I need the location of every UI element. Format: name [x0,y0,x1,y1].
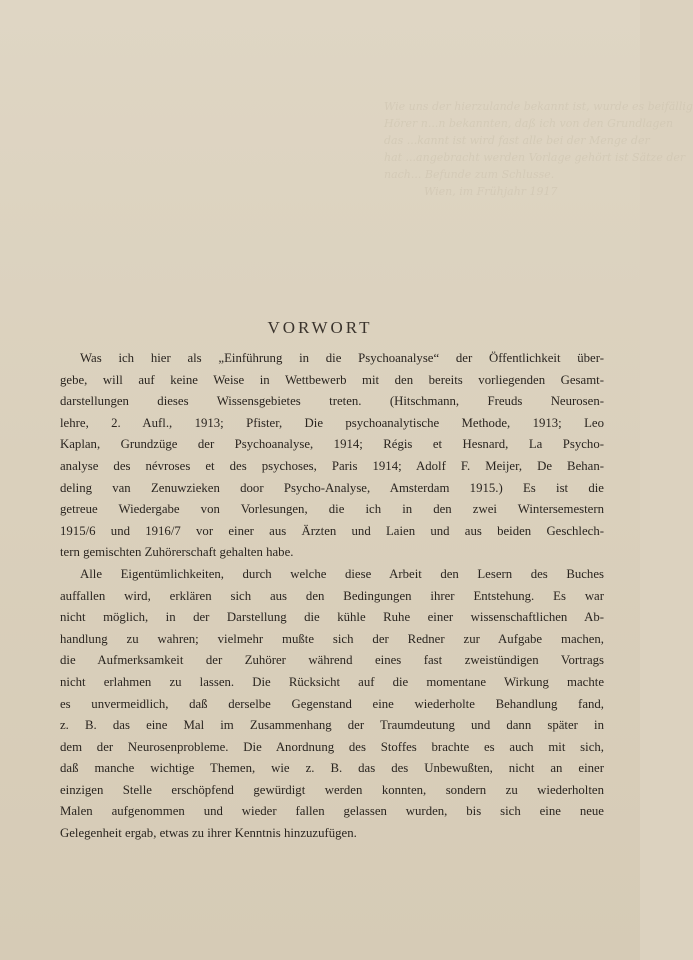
show-through-text [384,98,693,200]
text-line: nicht erlahmen zu lassen. Die Rücksicht auf die momentane Wirkung machte [60,674,604,689]
text-line: auffallen wird, erklären sich aus den Bedingungen ihrer Entstehung. Es war [60,588,604,603]
text-line: getreue Wiedergabe von Vorlesungen, die ich in den zwei Wintersemestern [60,502,604,517]
text-line: die Aufmerksamkeit der Zuhörer während eines fast zweistündigen Vortrags [60,653,604,668]
paragraph-2 [60,564,604,845]
text-line: gebe, will auf keine Weise in Wettbewerb mit den bereits vorliegenden Gesamt- [60,372,604,387]
text-line: analyse des névroses et des psychoses, Paris 1914; Adolf F. Meijer, De Behan- [60,458,604,473]
paragraph-1 [60,348,604,564]
text-line: handlung zu wahren; vielmehr mußte sich der Redner zur Aufgabe machen, [60,631,604,646]
text-line: Alle Eigentümlichkeiten, durch welche diese Arbeit den Lesern des Buches [80,566,604,581]
text-line: Was ich hier als „Einführung in die Psychoanalyse“ der Öffentlichkeit über- [80,351,604,365]
text-line: dem der Neurosenprobleme. Die Anordnung des Stoffes brachte es auch mit sich, [60,739,604,754]
text-line: lehre, 2. Aufl., 1913; Pfister, Die psychoanalytische Methode, 1913; Leo [60,415,604,430]
show-through-line: Hörer n...n bekannten, daß ich von den Grundlagen [384,117,674,130]
text-line: nicht möglich, in der Darstellung die kühle Ruhe einer wissenschaftlichen Ab- [60,610,604,625]
show-through-line: nach... Befunde zum Schlusse. [384,168,555,181]
text-line: Malen aufgenommen und wieder fallen gelassen wurden, bis sich eine neue [60,804,604,819]
show-through-line: Wie uns der hierzulande bekannt ist, wurde es beifällig [384,100,693,113]
chapter-heading: VORWORT [267,318,373,337]
text-line: einzigen Stelle erschöpfend gewürdigt werden konnten, sondern zu wiederholten [60,782,604,797]
text-line: tern gemischten Zuhörerschaft gehalten habe. [60,545,294,560]
text-line: es unvermeidlich, daß derselbe Gegenstand eine wiederholte Behandlung fand, [60,696,604,711]
text-line: darstellungen dieses Wissensgebietes treten. (Hitschmann, Freuds Neurosen- [60,394,604,409]
text-line: 1915/6 und 1916/7 vor einer aus Ärzten und Laien und aus beiden Geschlech- [60,523,604,538]
show-through-line: hat ...angebracht werden Vorlage gehört ist Sätze der [384,151,686,164]
text-line: daß manche wichtige Themen, wie z. B. das des Unbewußten, nicht an einer [60,761,604,776]
show-through-line: Wien, im Frühjahr 1917 [424,185,558,198]
text-line: Gelegenheit ergab, etwas zu ihrer Kenntnis hinzuzufügen. [60,826,357,841]
body-text [60,348,604,845]
text-line: Kaplan, Grundzüge der Psychoanalyse, 1914; Régis et Hesnard, La Psycho- [60,437,604,452]
text-line: deling van Zenuwzieken door Psycho-Analyse, Amsterdam 1915.) Es ist die [60,480,604,495]
text-line: z. B. das eine Mal im Zusammenhang der Traumdeutung und dann später in [60,718,604,733]
show-through-line: das ...kannt ist wird fast alle bei der Menge der [384,134,650,147]
